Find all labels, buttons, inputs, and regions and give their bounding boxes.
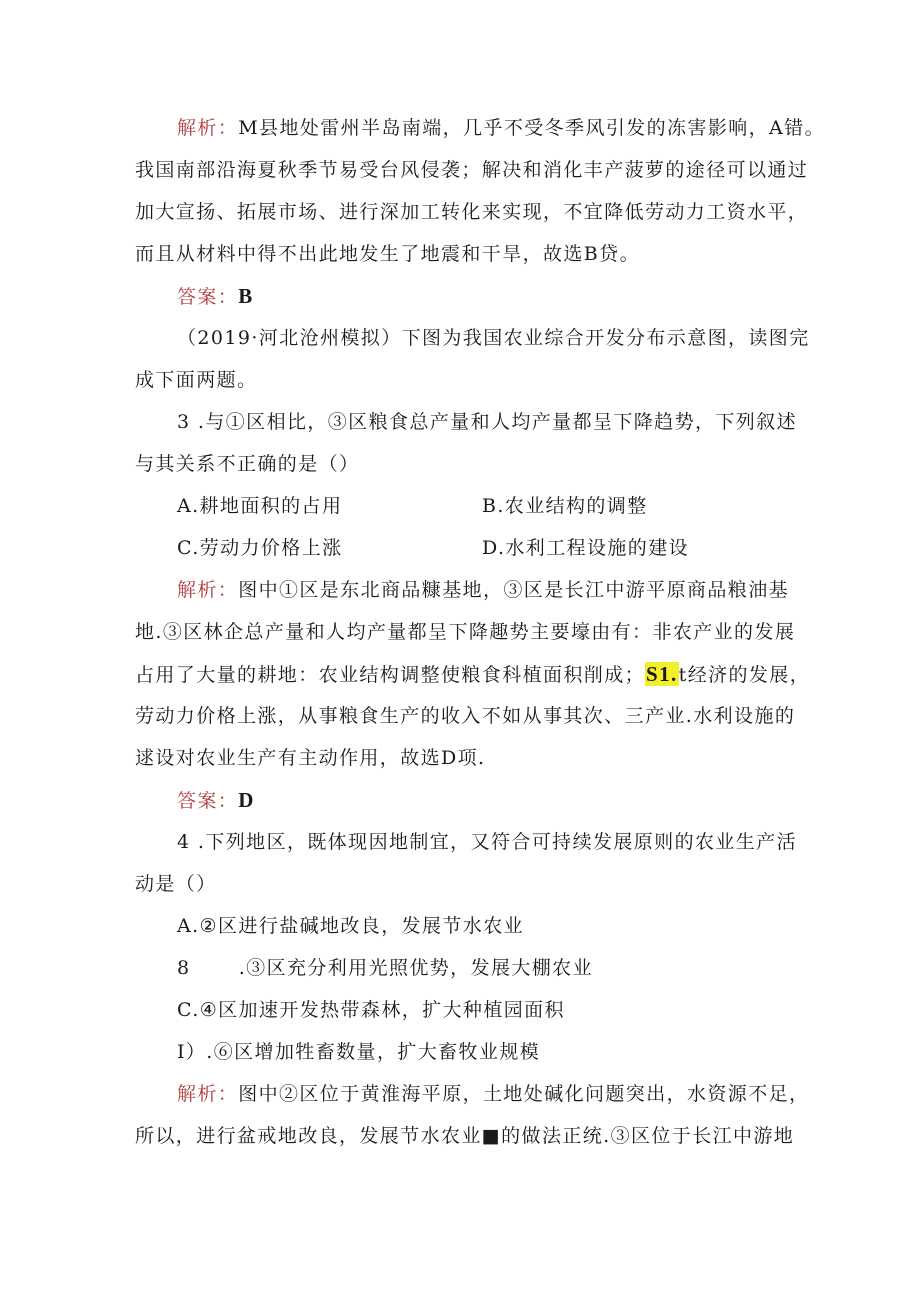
analysis-line <box>177 115 825 141</box>
analysis-text: t经济的发展， <box>678 664 811 686</box>
analysis-line: 加大宣扬、拓展市场、进行深加工转化来实现，不宜降低劳动力工资水平， <box>135 201 809 223</box>
answer-label: 答案： <box>177 790 239 812</box>
analysis-line: 地.③区林企总产量和人均产量都呈下降趣势主要壕由有：非农产业的发展 <box>135 621 796 643</box>
option-a: A.②区进行盐碱地改良，发展节水农业 <box>177 915 524 937</box>
answer-line <box>177 787 795 814</box>
analysis-label: 解析： <box>177 117 239 139</box>
option-b: 8 .③区充分利用光照优势，发展大棚农业 <box>177 957 593 979</box>
analysis-label: 解析： <box>177 579 239 601</box>
answer-label: 答案： <box>177 286 239 308</box>
option-c: C.④区加速开发热带森林，扩大种植园面积 <box>177 999 565 1021</box>
analysis-text: 占用了大量的耕地：农业结构调整使粮食科植面积削成； <box>135 664 646 686</box>
analysis-line: 逑设对农业生产有主动作用，故选D项. <box>135 747 486 769</box>
analysis-text: M县地处雷州半岛南端，几乎不受冬季风引发的冻害影响，A错。 <box>238 117 825 139</box>
analysis-line: 劳动力价格上涨，从事粮食生产的收入不如从事其次、三产业.水利设施的 <box>135 705 796 727</box>
question-4-stem: 4 .下列地区，既体现因地制宜，又符合可持续发展原则的农业生产活 <box>177 831 797 853</box>
analysis-line: 而且从材料中得不出此地发生了地震和干旱，故选B贷。 <box>135 243 640 265</box>
question-4-stem: 动是（） <box>135 873 217 895</box>
option-b: B.农业结构的调整 <box>482 495 648 517</box>
option-d: I）.⑥区增加牲畜数量，扩大畜牧业规模 <box>177 1041 541 1063</box>
analysis-text: 图中①区是东北商品糠基地，③区是长江中游平原商品粮油基 <box>238 579 790 601</box>
answer-value: D <box>238 788 255 812</box>
analysis-line <box>177 577 795 603</box>
answer-line <box>177 283 795 310</box>
question-intro: （2019·河北沧州模拟）下图为我国农业综合开发分布示意图，读图完 <box>177 327 810 349</box>
option-row <box>177 493 795 519</box>
option-d: D.水利工程设施的建设 <box>482 537 689 559</box>
question-3-stem: 3 .与①区相比，③区粮食总产量和人均产量都呈下降趋势，下列叙述 <box>177 411 797 433</box>
highlighted-text: S1. <box>646 662 678 686</box>
analysis-label: 解析： <box>177 1083 239 1105</box>
analysis-text: 图中②区位于黄淮海平原，土地处碱化问题突出，水资源不足， <box>238 1083 810 1105</box>
option-c: C.劳动力价格上涨 <box>177 537 343 559</box>
option-a: A.耕地面积的占用 <box>177 495 343 517</box>
analysis-line: 我国南部沿海夏秋季节易受台风侵袭；解决和消化丰产菠萝的途径可以通过 <box>135 159 809 181</box>
analysis-line <box>135 661 811 688</box>
option-row <box>177 535 795 561</box>
question-intro: 成下面两题。 <box>135 369 258 391</box>
question-3-stem: 与其关系不正确的是（） <box>135 453 360 475</box>
analysis-line: 所以，进行盆戒地改良，发展节水农业■的做法正统.③区位于长江中游地 <box>135 1125 795 1147</box>
answer-value: B <box>238 284 254 308</box>
analysis-line <box>177 1081 810 1107</box>
